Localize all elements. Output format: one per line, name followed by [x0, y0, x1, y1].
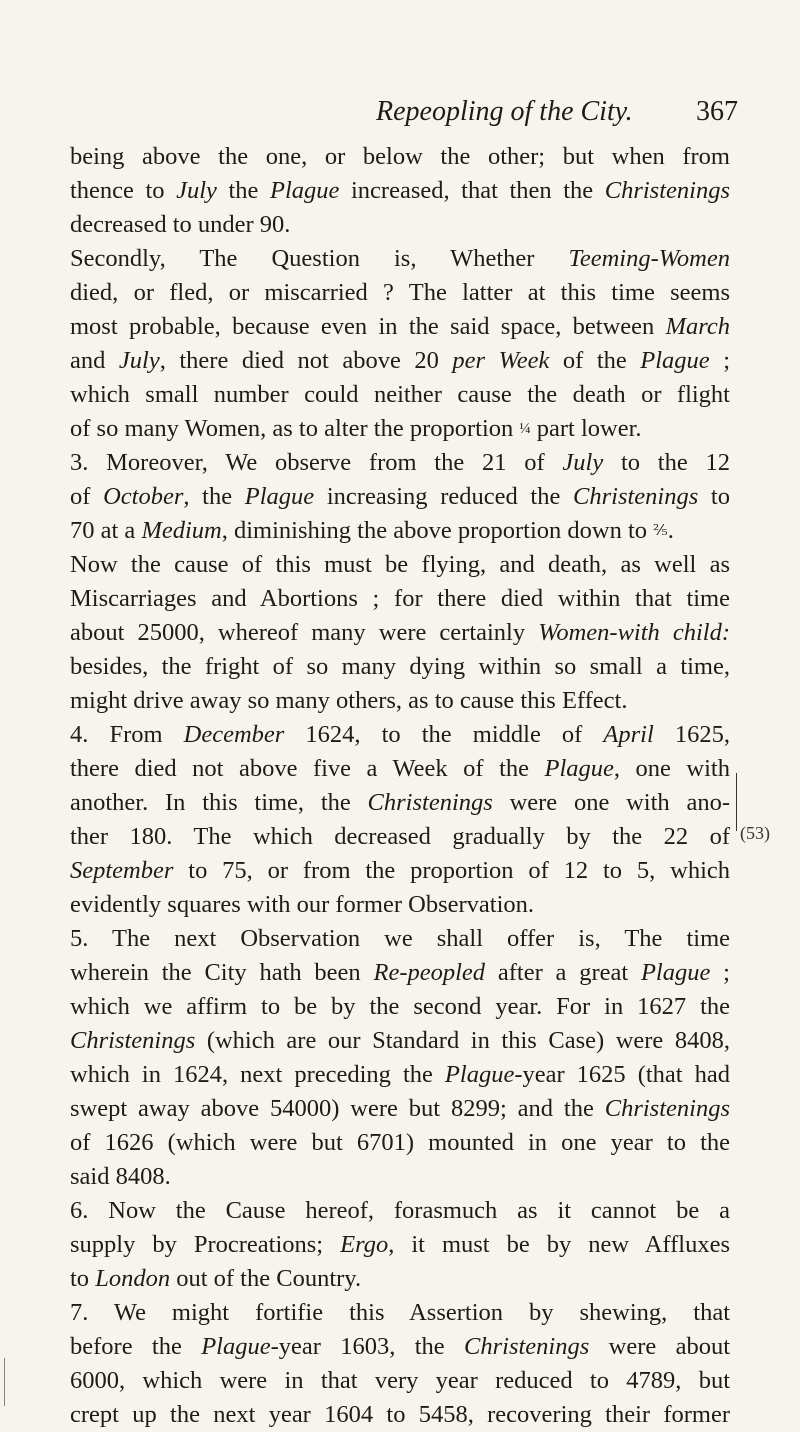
text-line-content: [70, 922, 730, 956]
text-segment: died, or fled, or miscarried ? The latter at this time seems: [70, 279, 730, 306]
italic-segment: Christenings: [70, 1027, 196, 1054]
text-segment: wherein the City hath been: [70, 959, 374, 986]
text-line-content: [70, 174, 730, 208]
italic-segment: Plague: [444, 1061, 515, 1088]
text-segment: and: [70, 347, 119, 374]
text-segment: -year 1603, the: [270, 1333, 465, 1360]
text-line-content: [70, 1160, 171, 1194]
text-line-content: [70, 1228, 730, 1262]
text-segment: ;: [710, 959, 730, 986]
text-line-content: [70, 684, 627, 718]
text-line-content: [70, 1364, 730, 1398]
text-segment: Miscarriages and Abortions ; for there died within that time: [70, 585, 730, 612]
edge-mark: [4, 1358, 5, 1406]
text-line-content: [70, 650, 730, 684]
text-segment: evidently squares with our former Observation.: [70, 891, 535, 918]
italic-segment: July: [176, 177, 217, 204]
text-segment: which small number could neither cause the death or flight: [70, 381, 730, 408]
italic-segment: per Week: [452, 347, 550, 374]
text-segment: to the 12: [603, 449, 730, 476]
text-line-content: [70, 242, 730, 276]
text-segment: 6000, which were in that very year reduced to 4789, but: [70, 1367, 730, 1394]
italic-segment: Plague: [244, 483, 315, 510]
text-segment: 4. From: [70, 721, 184, 748]
italic-segment: September: [70, 857, 174, 884]
text-segment: to: [70, 1265, 96, 1292]
margin-bar: [736, 773, 737, 831]
text-segment: said 8408.: [70, 1163, 171, 1190]
text-segment: of 1626 (which were but 6701) mounted in one year to the: [70, 1129, 730, 1156]
text-segment: 6. Now the Cause hereof, forasmuch as it cannot be a: [70, 1197, 730, 1224]
fraction-segment: ¼: [519, 421, 531, 437]
text-segment: 3. Moreover, We observe from the 21 of: [70, 449, 563, 476]
text-line-content: [70, 446, 730, 480]
text-segment: -year 1625 (that had: [514, 1061, 730, 1088]
text-line-content: [70, 1194, 730, 1228]
text-segment: Now the cause of this must be flying, and death, as well as: [70, 551, 730, 578]
text-line-content: [70, 1330, 730, 1364]
text-segment: another. In this time, the: [70, 789, 368, 816]
text-segment: part lower.: [530, 415, 642, 442]
text-segment: 1625,: [653, 721, 730, 748]
italic-segment: Plague: [640, 959, 711, 986]
text-line-content: [70, 480, 730, 514]
text-line-content: [70, 752, 730, 786]
running-head: [0, 92, 800, 132]
text-segment: , there died not above 20: [159, 347, 453, 374]
italic-segment: Ergo: [340, 1231, 389, 1258]
italic-segment: London: [95, 1265, 171, 1292]
text-line-content: [70, 548, 730, 582]
text-segment: 70 at a: [70, 517, 142, 544]
text-line-content: [70, 888, 534, 922]
text-segment: , it must be by new Affluxes: [388, 1231, 730, 1258]
text-segment: increasing reduced the: [314, 483, 574, 510]
page-number: 367: [696, 96, 738, 127]
text-line-content: [70, 276, 730, 310]
text-segment: which in 1624, next preceding the: [70, 1061, 445, 1088]
text-segment: 1624, to the middle of: [284, 721, 604, 748]
text-line-content: [70, 990, 730, 1024]
italic-segment: Plague: [270, 177, 340, 204]
italic-segment: Christenings: [464, 1333, 590, 1360]
text-line-content: [70, 582, 730, 616]
text-segment: , one with: [613, 755, 730, 782]
text-segment: there died not above five a Week of the: [70, 755, 545, 782]
text-line-content: [70, 616, 730, 650]
text-line-content: [70, 140, 730, 174]
text-line-content: [70, 854, 730, 888]
italic-segment: October: [103, 483, 184, 510]
text-segment: to 75, or from the proportion of 12 to 5, which: [173, 857, 730, 884]
text-segment: to: [698, 483, 730, 510]
text-line-content: [70, 718, 730, 752]
text-segment: 5. The next Observation we shall offer is, The time: [70, 925, 730, 952]
italic-segment: Christenings: [604, 177, 730, 204]
text-segment: of the: [549, 347, 641, 374]
italic-segment: July: [118, 347, 160, 374]
text-segment: were about: [589, 1333, 731, 1360]
running-title-text: Repeopling of the City.: [376, 96, 633, 127]
text-segment: most probable, because even in the said space, between: [70, 313, 666, 340]
italic-segment: Plague: [201, 1333, 271, 1360]
text-segment: being above the one, or below the other; but when from: [70, 143, 730, 170]
italic-segment: Plague: [544, 755, 614, 782]
italic-segment: July: [562, 449, 604, 476]
text-segment: were one with ano-: [492, 789, 730, 816]
text-line-content: [70, 820, 730, 854]
italic-segment: Teeming-Women: [568, 245, 730, 272]
text-segment: 7. We might fortifie this Assertion by shewing, that: [70, 1299, 730, 1326]
text-segment: swept away above 54000) were but 8299; and the: [70, 1095, 605, 1122]
italic-segment: Christenings: [573, 483, 699, 510]
text-line-content: [70, 1126, 730, 1160]
text-segment: out of the Country.: [170, 1265, 362, 1292]
text-line-content: [70, 1092, 730, 1126]
italic-segment: December: [183, 721, 285, 748]
italic-segment: Re-peopled: [373, 959, 486, 986]
text-segment: supply by Procreations;: [70, 1231, 341, 1258]
text-segment: after a great: [485, 959, 641, 986]
text-segment: ;: [709, 347, 731, 374]
italic-segment: Christenings: [604, 1095, 730, 1122]
text-segment: (which are our Standard in this Case) were 8408,: [195, 1027, 730, 1054]
fraction-segment: ⅖: [653, 523, 668, 539]
text-segment: thence to: [70, 177, 177, 204]
text-line-content: [70, 310, 730, 344]
text-segment: of: [70, 483, 104, 510]
text-line-content: [70, 956, 730, 990]
text-line-content: [70, 1398, 730, 1432]
text-line-content: [70, 786, 730, 820]
text-line-content: [70, 514, 674, 548]
text-segment: the: [216, 177, 271, 204]
text-line-content: [70, 1262, 361, 1296]
italic-segment: Plague: [640, 347, 710, 374]
italic-segment: March: [665, 313, 730, 340]
italic-segment: Women-with child:: [538, 619, 730, 646]
italic-segment: Medium: [141, 517, 222, 544]
text-line-content: [70, 1024, 730, 1058]
text-segment: increased, that then the: [339, 177, 605, 204]
text-segment: besides, the fright of so many dying within so small a time,: [70, 653, 730, 680]
italic-segment: Christenings: [367, 789, 493, 816]
text-segment: ther 180. The which decreased gradually by the 22 of: [70, 823, 730, 850]
text-segment: , diminishing the above proportion down to: [221, 517, 654, 544]
text-segment: decreased to under 90.: [70, 211, 291, 238]
text-segment: , the: [183, 483, 245, 510]
text-segment: of so many Women, as to alter the proportion: [70, 415, 520, 442]
text-line-content: [70, 412, 642, 446]
text-line-content: [70, 1296, 730, 1330]
text-line-content: [70, 378, 730, 412]
text-segment: before the: [70, 1333, 202, 1360]
text-segment: crept up the next year 1604 to 5458, recovering their former: [70, 1401, 730, 1428]
text-line-content: [70, 1058, 730, 1092]
text-segment: .: [667, 517, 674, 544]
text-segment: might drive away so many others, as to cause this Effect.: [70, 687, 628, 714]
text-segment: about 25000, whereof many were certainly: [70, 619, 539, 646]
text-line-content: [70, 344, 730, 378]
italic-segment: April: [603, 721, 654, 748]
text-segment: which we affirm to be by the second year. For in 1627 the: [70, 993, 730, 1020]
margin-note: (53): [740, 823, 770, 843]
text-line-content: [70, 208, 290, 242]
text-segment: Secondly, The Question is, Whether: [70, 245, 569, 272]
